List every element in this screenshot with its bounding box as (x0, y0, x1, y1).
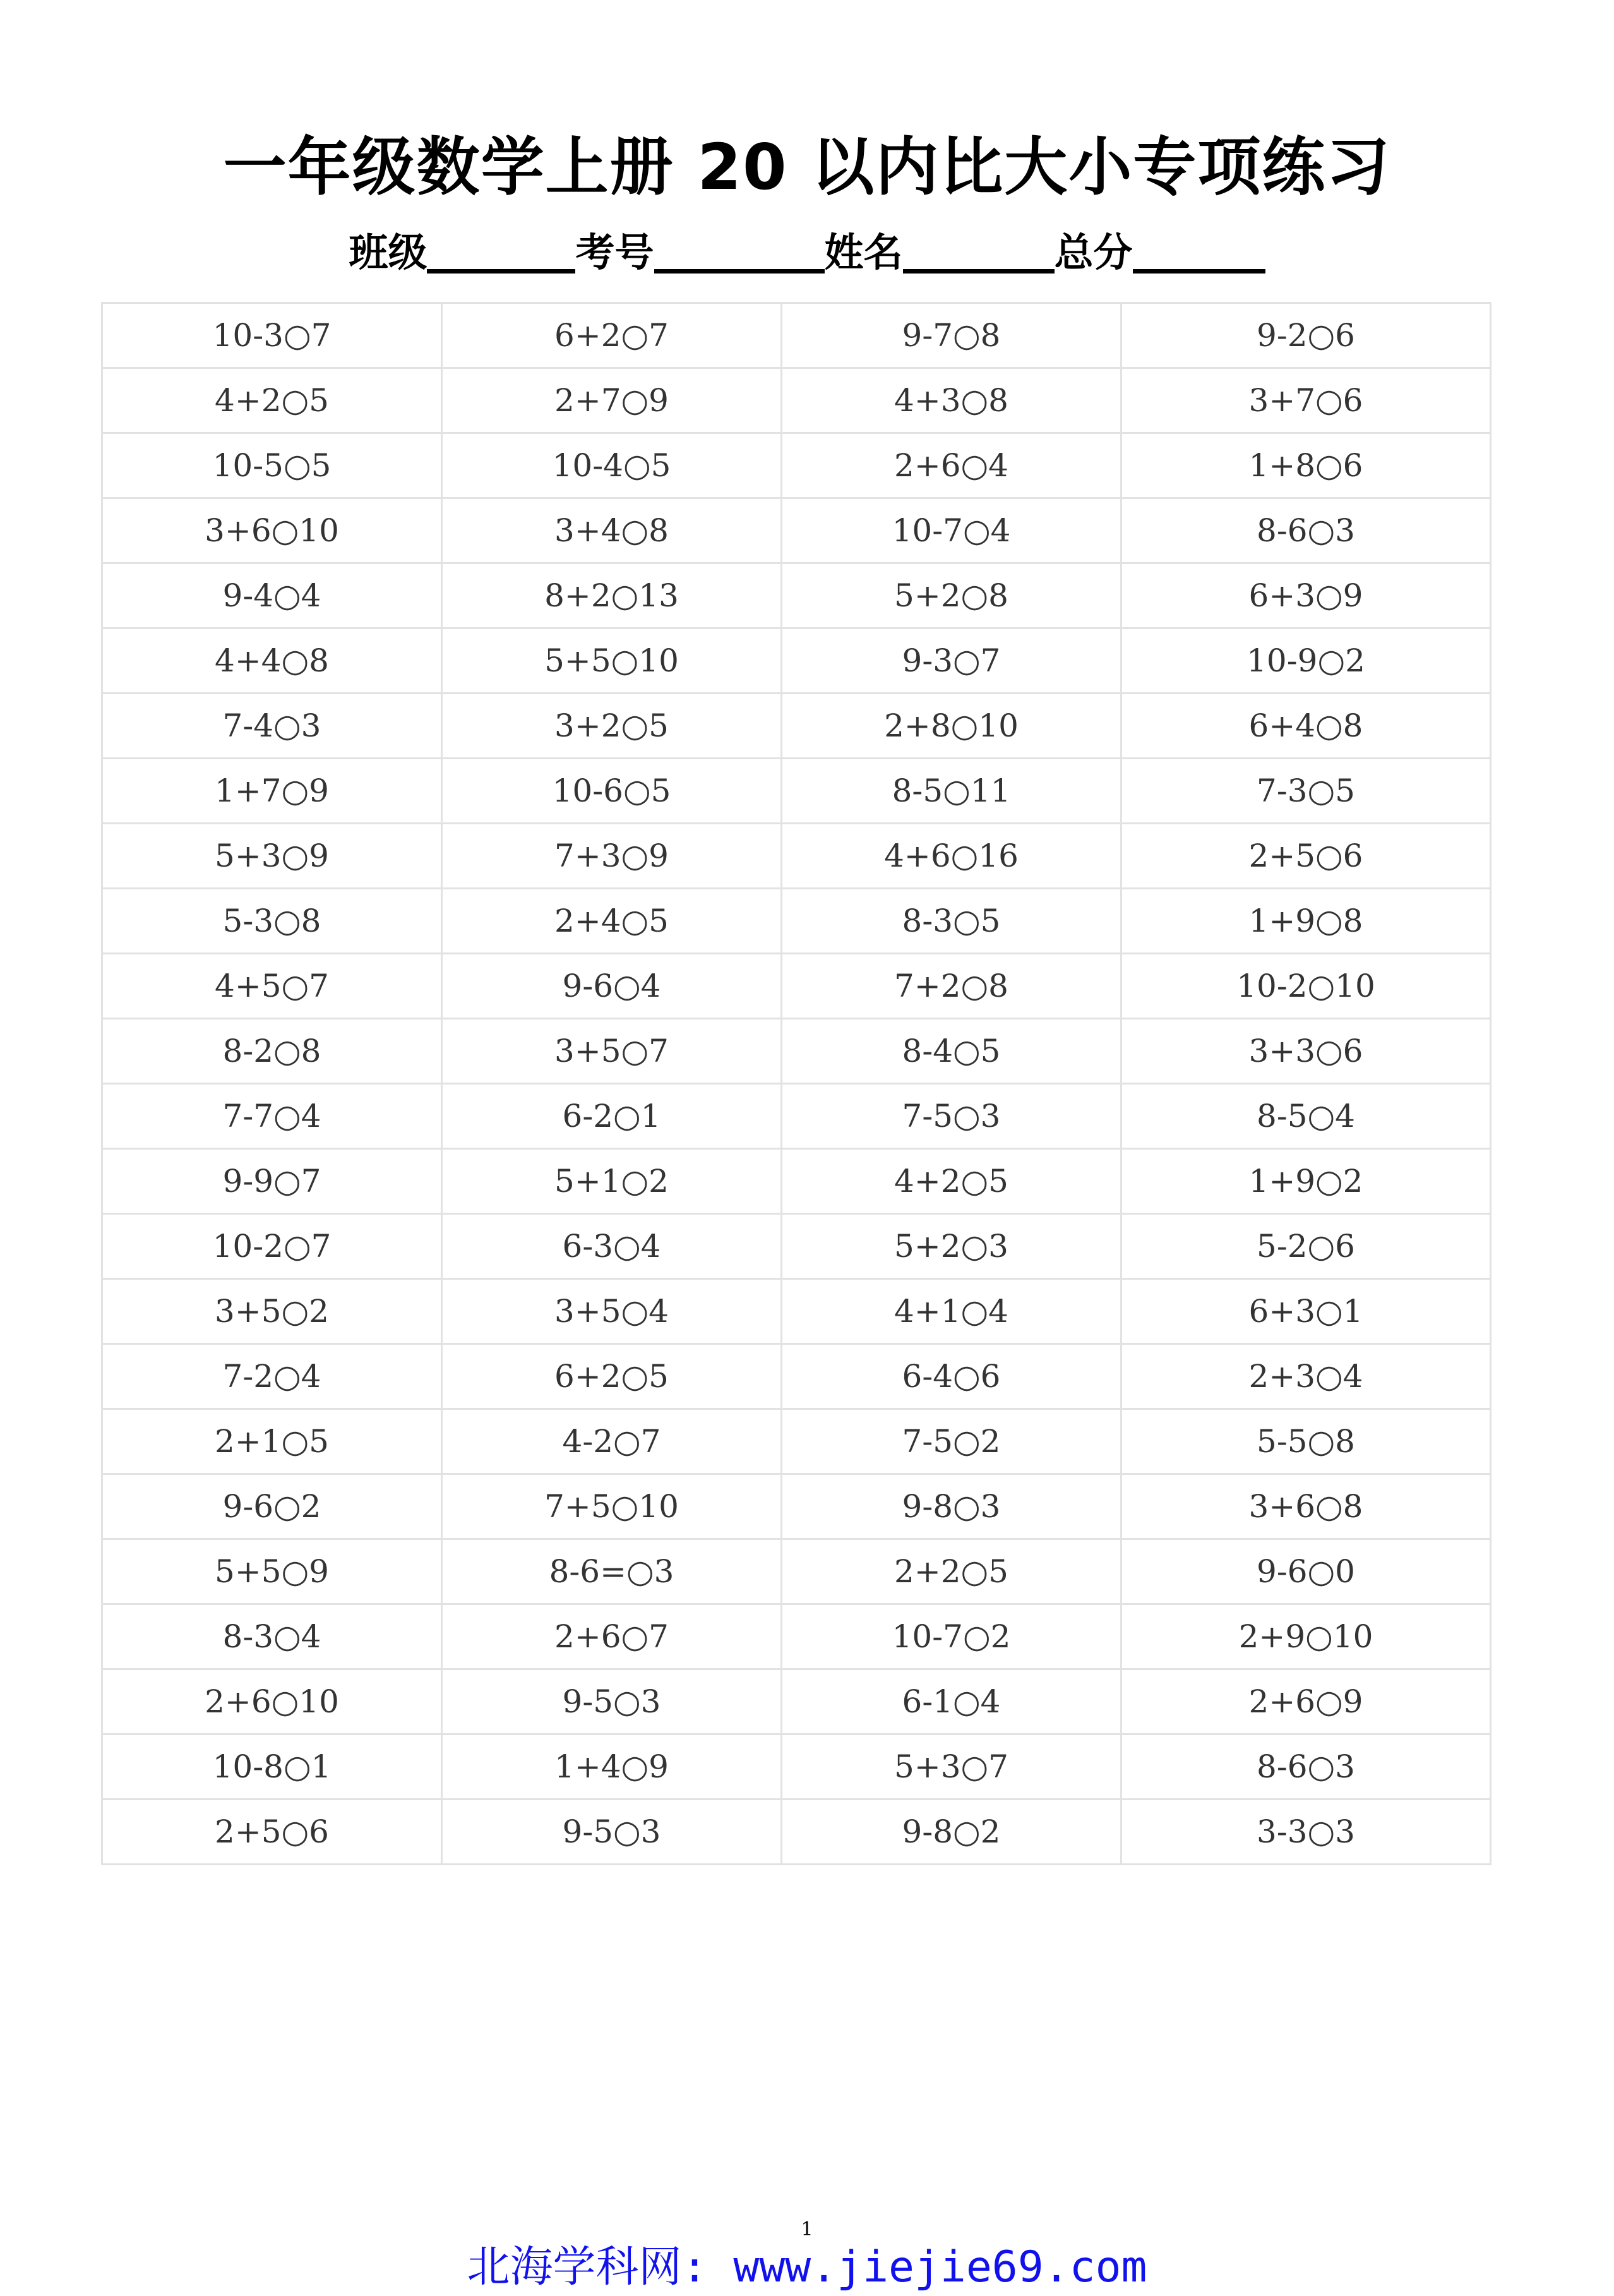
exercise-cell: 9-8○2 (782, 1800, 1121, 1865)
exercise-cell: 3-3○3 (1121, 1800, 1491, 1865)
exercise-cell: 5+3○7 (782, 1734, 1121, 1800)
exercise-cell: 4-2○7 (442, 1409, 782, 1474)
table-row (102, 1800, 1491, 1865)
table-row (102, 1279, 1491, 1344)
table-row (102, 1539, 1491, 1604)
exercise-cell: 10-4○5 (442, 433, 782, 498)
exercise-table (101, 302, 1491, 1865)
footer-watermark: 北海学科网: www.jiejie69.com (467, 2242, 1147, 2292)
score-field (1055, 224, 1265, 281)
page-title: 一年级数学上册 20 以内比大小专项练习 (223, 130, 1391, 204)
exercise-cell: 6+3○9 (1121, 563, 1491, 628)
exercise-cell: 10-9○2 (1121, 628, 1491, 694)
exercise-cell: 5+3○9 (102, 824, 442, 889)
exercise-cell: 8-6=○3 (442, 1539, 782, 1604)
exercise-cell: 3+6○10 (102, 498, 442, 563)
exercise-cell: 10-2○10 (1121, 954, 1491, 1019)
exercise-cell: 2+6○4 (782, 433, 1121, 498)
exercise-cell: 9-5○3 (442, 1669, 782, 1734)
table-row (102, 1734, 1491, 1800)
exercise-cell: 6+3○1 (1121, 1279, 1491, 1344)
exercise-cell: 7-2○4 (102, 1344, 442, 1409)
exercise-cell: 10-8○1 (102, 1734, 442, 1800)
name-blank-line[interactable] (903, 225, 1055, 273)
exercise-cell: 7-3○5 (1121, 759, 1491, 824)
exercise-cell: 9-7○8 (782, 303, 1121, 368)
exercise-cell: 3+6○8 (1121, 1474, 1491, 1539)
exercise-cell: 8-5○4 (1121, 1084, 1491, 1149)
exercise-cell: 3+2○5 (442, 694, 782, 759)
exercise-cell: 2+9○10 (1121, 1604, 1491, 1669)
exercise-cell: 5-2○6 (1121, 1214, 1491, 1279)
exercise-cell: 2+1○5 (102, 1409, 442, 1474)
exercise-cell: 8-3○5 (782, 889, 1121, 954)
exercise-cell: 3+5○2 (102, 1279, 442, 1344)
table-row (102, 824, 1491, 889)
table-row (102, 889, 1491, 954)
exercise-cell: 1+7○9 (102, 759, 442, 824)
exercise-cell: 9-3○7 (782, 628, 1121, 694)
table-row (102, 303, 1491, 368)
table-row (102, 498, 1491, 563)
exercise-cell: 2+6○10 (102, 1669, 442, 1734)
exercise-cell: 5-3○8 (102, 889, 442, 954)
exercise-cell: 4+2○5 (102, 368, 442, 433)
exercise-cell: 8-3○4 (102, 1604, 442, 1669)
exercise-cell: 9-5○3 (442, 1800, 782, 1865)
exercise-cell: 7-7○4 (102, 1084, 442, 1149)
table-row (102, 433, 1491, 498)
exercise-cell: 9-4○4 (102, 563, 442, 628)
exercise-cell: 6+2○7 (442, 303, 782, 368)
exercise-cell: 9-6○2 (102, 1474, 442, 1539)
exercise-cell: 3+4○8 (442, 498, 782, 563)
exercise-cell: 8-6○3 (1121, 1734, 1491, 1800)
exercise-cell: 7-4○3 (102, 694, 442, 759)
exercise-cell: 10-3○7 (102, 303, 442, 368)
exercise-cell: 7-5○3 (782, 1084, 1121, 1149)
table-row (102, 628, 1491, 694)
exercise-cell: 5+5○9 (102, 1539, 442, 1604)
score-blank-line[interactable] (1133, 225, 1265, 273)
class-blank-line[interactable] (427, 225, 575, 273)
exercise-cell: 7-5○2 (782, 1409, 1121, 1474)
exercise-cell: 10-7○4 (782, 498, 1121, 563)
exercise-cell: 2+5○6 (102, 1800, 442, 1865)
exercise-cell: 5+5○10 (442, 628, 782, 694)
exercise-cell: 9-6○4 (442, 954, 782, 1019)
table-row (102, 1669, 1491, 1734)
exercise-cell: 2+8○10 (782, 694, 1121, 759)
class-field (349, 224, 575, 281)
exercise-cell: 2+4○5 (442, 889, 782, 954)
table-row (102, 1019, 1491, 1084)
exercise-cell: 8-6○3 (1121, 498, 1491, 563)
exercise-cell: 2+5○6 (1121, 824, 1491, 889)
table-row (102, 759, 1491, 824)
table-row (102, 368, 1491, 433)
exercise-cell: 6-2○1 (442, 1084, 782, 1149)
exercise-cell: 2+6○9 (1121, 1669, 1491, 1734)
exercise-cell: 10-6○5 (442, 759, 782, 824)
table-row (102, 1474, 1491, 1539)
student-info-row (0, 224, 1614, 281)
exercise-cell: 8+2○13 (442, 563, 782, 628)
exercise-cell: 6+2○5 (442, 1344, 782, 1409)
exercise-cell: 1+9○2 (1121, 1149, 1491, 1214)
score-label: 总分 (1054, 229, 1133, 275)
name-label: 姓名 (824, 229, 903, 275)
exercise-cell: 3+5○4 (442, 1279, 782, 1344)
table-row (102, 1084, 1491, 1149)
table-row (102, 954, 1491, 1019)
exercise-cell: 5+2○8 (782, 563, 1121, 628)
exercise-cell: 9-6○0 (1121, 1539, 1491, 1604)
exercise-cell: 4+3○8 (782, 368, 1121, 433)
exercise-cell: 7+5○10 (442, 1474, 782, 1539)
exercise-cell: 10-2○7 (102, 1214, 442, 1279)
exercise-cell: 4+1○4 (782, 1279, 1121, 1344)
exam-number-label: 考号 (575, 229, 654, 275)
exercise-cell: 9-8○3 (782, 1474, 1121, 1539)
exercise-cell: 10-7○2 (782, 1604, 1121, 1669)
exercise-cell: 2+3○4 (1121, 1344, 1491, 1409)
exercise-cell: 1+9○8 (1121, 889, 1491, 954)
exercise-cell: 8-4○5 (782, 1019, 1121, 1084)
exam-number-field (575, 224, 824, 281)
exercise-cell: 10-5○5 (102, 433, 442, 498)
exercise-cell: 6+4○8 (1121, 694, 1491, 759)
exercise-cell: 3+3○6 (1121, 1019, 1491, 1084)
exercise-cell: 6-1○4 (782, 1669, 1121, 1734)
exam-number-blank-line[interactable] (654, 225, 825, 273)
class-label: 班级 (349, 229, 427, 275)
exercise-cell: 4+4○8 (102, 628, 442, 694)
exercise-cell: 7+2○8 (782, 954, 1121, 1019)
page-number: 1 (801, 2218, 813, 2240)
exercise-cell: 9-9○7 (102, 1149, 442, 1214)
exercise-cell: 4+2○5 (782, 1149, 1121, 1214)
table-row (102, 563, 1491, 628)
name-field (825, 224, 1055, 281)
exercise-table-body (102, 303, 1491, 1865)
exercise-cell: 2+2○5 (782, 1539, 1121, 1604)
table-row (102, 1344, 1491, 1409)
exercise-cell: 4+6○16 (782, 824, 1121, 889)
exercise-cell: 3+5○7 (442, 1019, 782, 1084)
exercise-cell: 1+8○6 (1121, 433, 1491, 498)
exercise-cell: 5-5○8 (1121, 1409, 1491, 1474)
table-row (102, 1409, 1491, 1474)
exercise-cell: 9-2○6 (1121, 303, 1491, 368)
exercise-cell: 7+3○9 (442, 824, 782, 889)
table-row (102, 694, 1491, 759)
table-row (102, 1214, 1491, 1279)
exercise-cell: 4+5○7 (102, 954, 442, 1019)
exercise-cell: 1+4○9 (442, 1734, 782, 1800)
exercise-cell: 8-5○11 (782, 759, 1121, 824)
exercise-cell: 6-3○4 (442, 1214, 782, 1279)
exercise-cell: 3+7○6 (1121, 368, 1491, 433)
exercise-cell: 5+1○2 (442, 1149, 782, 1214)
exercise-cell: 2+6○7 (442, 1604, 782, 1669)
table-row (102, 1604, 1491, 1669)
exercise-cell: 6-4○6 (782, 1344, 1121, 1409)
table-row (102, 1149, 1491, 1214)
exercise-cell: 8-2○8 (102, 1019, 442, 1084)
exercise-cell: 2+7○9 (442, 368, 782, 433)
exercise-cell: 5+2○3 (782, 1214, 1121, 1279)
